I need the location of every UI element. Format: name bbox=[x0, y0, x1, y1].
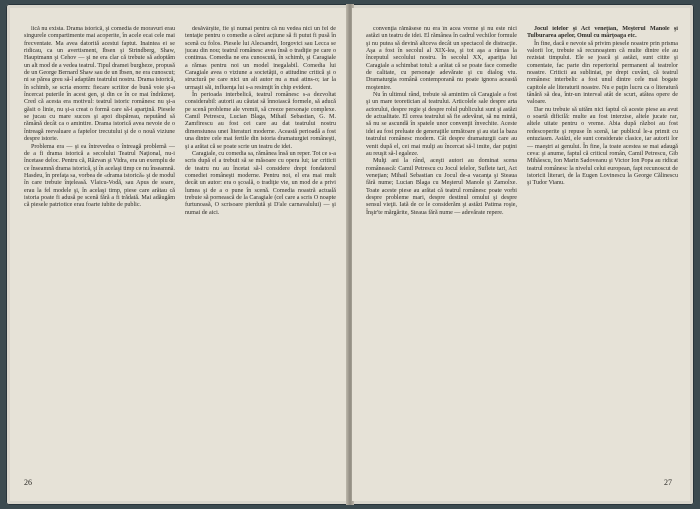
left-page bbox=[10, 8, 348, 501]
paragraph: desăvârşite, fie şi numai pentru că nu vedea nici un fel de tentaţie pentru o comedie a cărei acţiune să fi putut fi pusă în scenă cu folos. Piesele lui Alecsandri, Iorgovici sau Lecca se jucau din nou; teatrul românesc avea însă o tradiţie pe care o continua. Comedia ne era cunoscută, în schimb, şi Caragiale a rămas pentru noi un model inegalabil. Comedia lui Caragiale avea o viziune a societăţii, o atitudine critică şi o structură pe care nici un alt autor nu a mai atins-o; iar la urmaşii săi, influenţa lui s-a resimţit în chip evident. bbox=[185, 26, 336, 91]
page-number: 27 bbox=[664, 478, 672, 487]
paragraph: Problema era — şi ea întrevedea o întreagă problemă — de a fi drama istorică a secolului Teatrul Naţional, nu-i încetase deloc. Pentru că, Răzvan şi Vidra, era un exemplu de ce înseamnă drama istorică, şi în acelaşi timp ce nu înseamnă. Hasdeu, în prefaţa sa, vorbea de «drama istorică» şi de modul în care trebuie înţeleasă. Vlaicu-Vodă, sau Apus de soare, erau la fel modele şi, în acelaşi timp, piese care arătau că istoria poate fi adusă pe scenă fără a fi trădată. Mai adăugăm că piesele patriotice erau foarte iubite de public. bbox=[24, 143, 175, 209]
right-page bbox=[352, 8, 690, 501]
paragraph: lică nu exista. Drama istorică, şi comedia de moravuri erau singurele compartimente mai acoperite, în acele ecai cele mai frecventate. Ma avea datorită acestui faptut. Inaintea ei se ridicau, ca un avertisment, Ibsen şi Strindberg, Shaw, Hauptmann şi Cehov — şi ne era clar că trebuie să adoptăm un alt mod de a vedea teatrul. Tipul dramei burgheze, propusă de un George Bernard Shaw sau de un Ibsen, ne era cunoscut; ni se părea greu să-l adaptăm teatrului nostru. Drama istorică, în schimb, se scria enorm: fiecare scriitor de bună voie şi-a încercat puterile în acest gen, şi din ce în ce mai îndrăzneţ. Cred că acesta era motivul: teatrul istoric românesc nu şi-a găsit o linie, nu şi-a creat o formă care să-i aparţină. Piesele se jucau cu mare succes şi apoi dispăreau, neputând să rămână decât ca o amintire. Drama istorică avea nevoie de o întreagă reevaluare a faptelor trecutului şi de o nouă viziune despre istorie. bbox=[24, 26, 175, 143]
left-page-column-1 bbox=[24, 26, 175, 466]
right-page-column-2 bbox=[527, 26, 678, 466]
paragraph: Caragiale, cu comedia sa, rămânea însă un reper. Tot ce s-a scris după el a trebuit să se măsoare cu opera lui; iar criticii de teatru nu au încetat să-l considere drept fondatorul comediei româneşti moderne. Pentru noi, el era mai mult decât un autor: era o şcoală, o tradiţie vie, un mod de a privi lumea şi de a o pune în scenă. Comedia noastră actuală trebuie să pornească de la Caragiale (cel care a scris O noapte furtunoasă, O scrisoare pierdută şi D'ale carnavalului) — şi numai de aici. bbox=[185, 150, 336, 216]
paragraph: Mulţi ani la rând, aceşti autori au dominat scena românească: Camil Petrescu cu Jocul ielelor, Suflete tari, Act veneţian; Mihail Sebastian cu Jocul de-a vacanţa şi Steaua fără nume; Lucian Blaga cu Meşterul Manole şi Zamolxe. Toate aceste piese au arătat că teatrul românesc poate vorbi despre probleme mari, despre destinul omului şi despre sensul vieţii. Iată de ce le considerăm şi astăzi Patima roşie, Înşir'te mărgărite, Steaua fără nume — adevărate repere. bbox=[366, 158, 517, 216]
paragraph: În perioada interbelică, teatrul românesc s-a dezvoltat considerabil: autorii au căutat să înnoiască formele, să aducă pe scenă probleme ale vremii, să creeze personaje complexe. Camil Petrescu, Lucian Blaga, Mihail Sebastian, G. M. Zamfirescu au fost cei care au dat teatrului nostru dimensiunea unei literaturi moderne. Această perioadă a fost una dintre cele mai fertile din istoria dramaturgiei româneşti, şi a arătat că se poate scrie un teatru de idei. bbox=[185, 92, 336, 150]
left-page-columns bbox=[24, 26, 336, 466]
page-number: 26 bbox=[24, 478, 32, 487]
paragraph: Dar nu trebuie să uităm nici faptul că aceste piese au avut o soartă dificilă: multe au fost interzise, altele jucate rar, altele uitate pentru o vreme. Abia după război au fost redescoperite şi repuse în scenă, iar publicul le-a primit cu entuziasm. Astăzi, ele sunt considerate clasice, iar autorii lor — maeştri ai genului. În fine, la toate acestea se mai adaugă ceva: şi anume, faptul că criticul român, Camil Petrescu, Gib Mihăescu, Ion Marin Sadoveanu şi Victor Ion Popa au ridicat teatrul românesc la nivelul celui european, fapt recunoscut de istoricii literari, de la Eugen Lovinescu la George Călinescu şi Tudor Vianu. bbox=[527, 106, 678, 187]
paragraph: Nu în ultimul rând, trebuie să amintim că Caragiale a fost şi un mare teoretician al teatrului. Articolele sale despre arta actorului, despre regie şi despre rolul publicului sunt şi astăzi de actualitate. El cerea teatrului să fie adevărat, să nu mintă, să nu se ascundă în spatele unor convenţii învechite. Aceste idei au fost preluate de generaţiile următoare şi au stat la baza teatrului românesc modern. Cât despre dramaturgii care au venit după el, cei mai mulţi au încercat să-l imite, dar puţini au reuşit să-l egaleze. bbox=[366, 92, 517, 157]
right-page-column-1 bbox=[366, 26, 517, 466]
paragraph: În fine, dacă e nevoie să privim piesele noastre prin prisma valorii lor, trebuie să recunoaştem că multe dintre ele au rezistat timpului. Ele se joacă şi astăzi, sunt citite şi comentate, fac parte din repertoriul permanent al teatrelor noastre. Criticii au subliniat, pe drept cuvânt, că teatrul românesc interbelic a fost unul dintre cele mai bogate capitole ale literaturii noastre. Nu e puţin lucru ca o literatură tânără să dea, într-un interval atât de scurt, atâtea opere de valoare. bbox=[527, 40, 678, 106]
paragraph-heading: Jocul ielelor şi Act veneţian, Meşterul Manole şi Tulburarea apelor, Omul cu mârţoaga etc. bbox=[527, 26, 678, 40]
left-page-column-2 bbox=[185, 26, 336, 466]
right-page-columns bbox=[366, 26, 678, 466]
paragraph: convenţia rămăsese nu era în acea vreme şi nu este nici astăzi un teatru de idei. El rămânea în cadrul vechilor formule şi nu putea să devină altceva decât un spectacol de distracţie. Aşa a fost în secolul al XIX-lea, şi tot aşa a rămas la începutul secolului nostru. În secolul XX, apariţia lui Caragiale a schimbat totul: a arătat că se poate face comedie de calitate, cu personaje adevărate şi cu dialog viu. Dramaturgia română contemporană nu poate ignora această moştenire. bbox=[366, 26, 517, 91]
book-spread bbox=[6, 4, 694, 505]
